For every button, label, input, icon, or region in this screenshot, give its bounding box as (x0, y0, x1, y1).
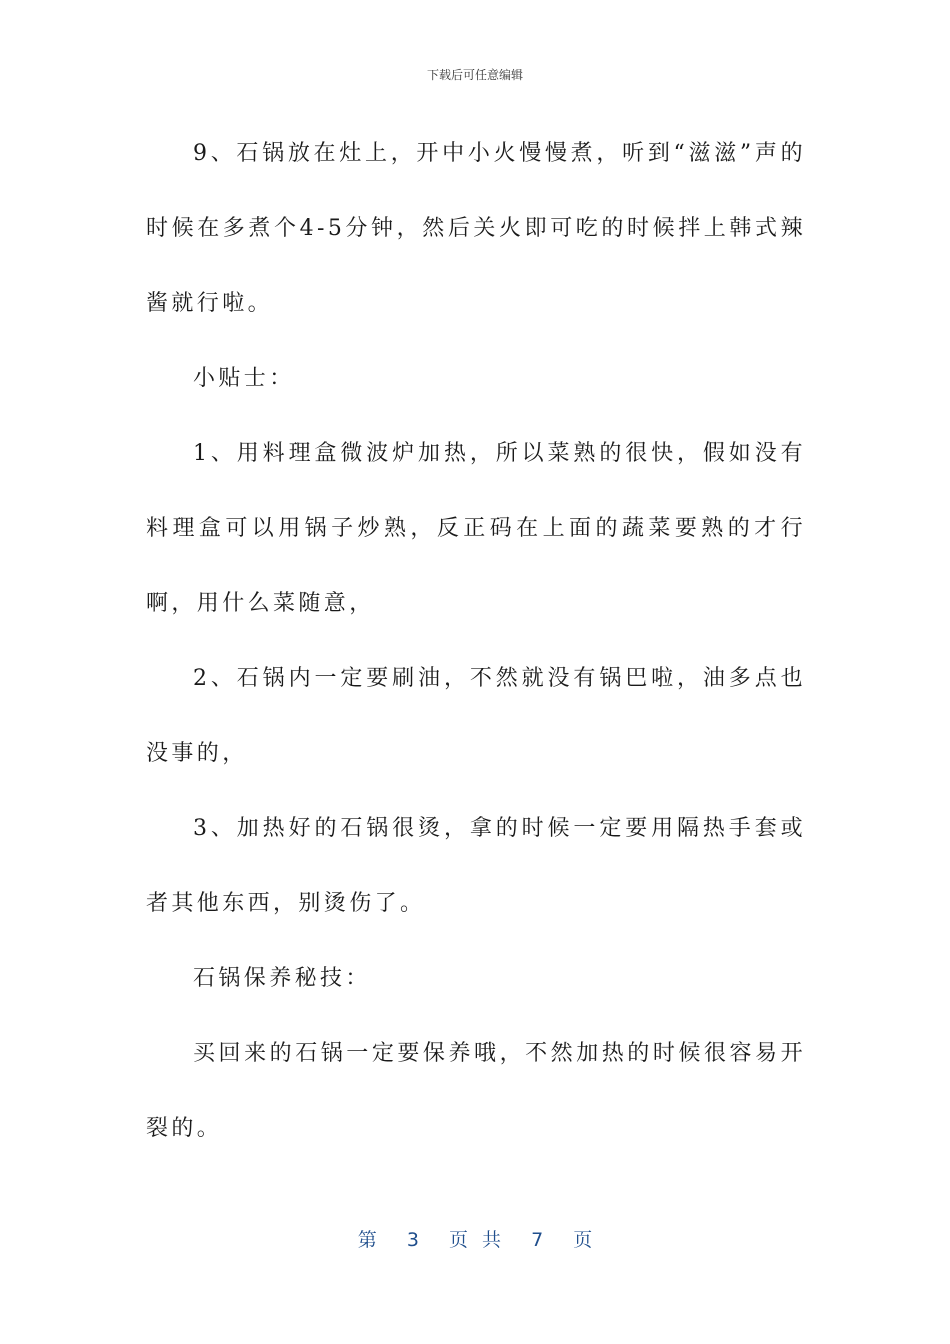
footer-prefix: 第 (357, 1229, 377, 1251)
footer-suffix: 页 (573, 1229, 593, 1251)
footer-total-pages: 7 (531, 1229, 544, 1251)
paragraph-maintenance-text: 买回来的石锅一定要保养哦，不然加热的时候很容易开裂的。 (146, 1041, 806, 1141)
paragraph-maintenance-heading: 石锅保养秘技： (193, 966, 371, 991)
paragraph-tip-1: 1、用料理盒微波炉加热，所以菜熟的很快，假如没有料理盒可以用锅子炒熟，反正码在上面的蔬菜要熟的才行啊，用什么菜随意， (146, 441, 806, 616)
footer-current-page: 3 (406, 1229, 419, 1251)
page-header: 下载后可任意编辑 (426, 68, 523, 82)
paragraph-tip-3: 3、加热好的石锅很烫，拿的时候一定要用隔热手套或者其他东西，别烫伤了。 (146, 816, 806, 916)
paragraph-step-9: 9、石锅放在灶上，开中小火慢慢煮，听到“滋滋”声的时候在多煮个4-5分钟，然后关火即可吃的时候拌上韩式辣酱就行啦。 (146, 141, 806, 316)
paragraph-tips-heading: 小贴士： (193, 366, 295, 391)
document-body (146, 116, 806, 1166)
page-footer (0, 1225, 950, 1252)
paragraph-tip-2: 2、石锅内一定要刷油，不然就没有锅巴啦，油多点也没事的， (146, 666, 806, 766)
footer-middle: 页 共 (448, 1229, 502, 1251)
